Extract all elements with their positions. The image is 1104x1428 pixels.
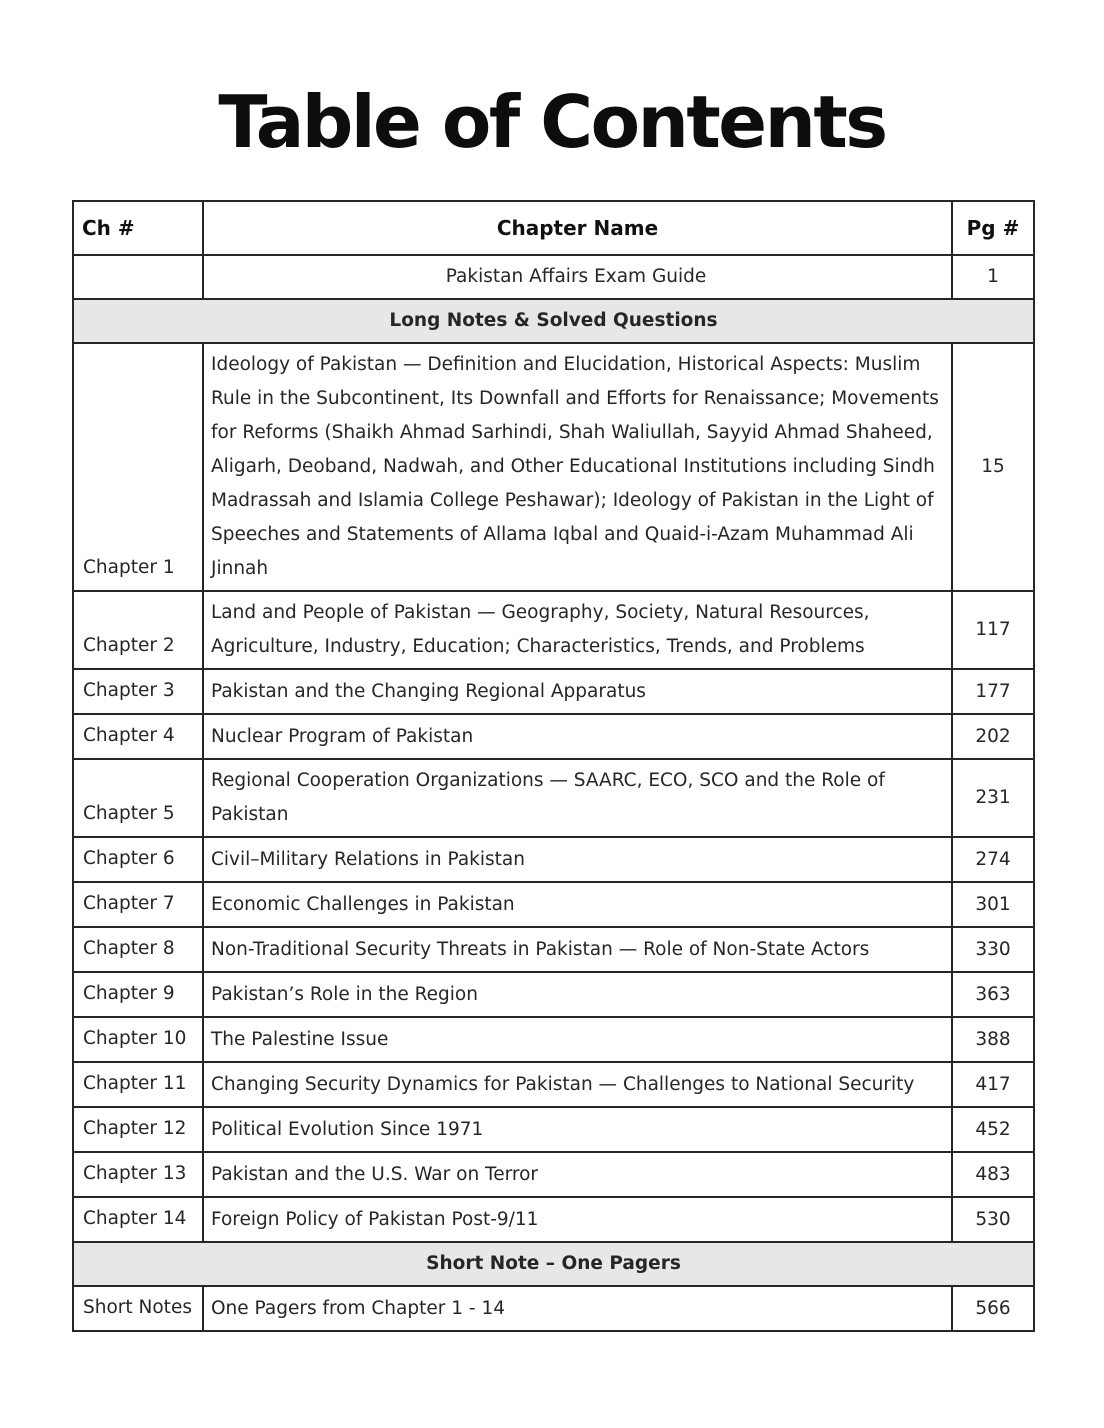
chapter-name-cell: Nuclear Program of Pakistan <box>203 714 952 759</box>
page-number-cell: 117 <box>952 591 1034 669</box>
page-number-cell: 1 <box>952 255 1034 299</box>
page-number-cell: 417 <box>952 1062 1034 1107</box>
chapter-name-cell: Changing Security Dynamics for Pakistan — Challenges to National Security <box>203 1062 952 1107</box>
table-row <box>73 669 1034 714</box>
chapter-name-cell: Pakistan’s Role in the Region <box>203 972 952 1017</box>
table-row <box>73 927 1034 972</box>
page-number-cell: 483 <box>952 1152 1034 1197</box>
chapter-name-cell: Pakistan and the U.S. War on Terror <box>203 1152 952 1197</box>
table-header-row <box>73 201 1034 255</box>
table-row <box>73 1152 1034 1197</box>
chapter-number-cell: Chapter 8 <box>73 927 203 972</box>
chapter-number-cell: Chapter 2 <box>73 591 203 669</box>
table-row <box>73 837 1034 882</box>
page-number-cell: 177 <box>952 669 1034 714</box>
chapter-name-cell: The Palestine Issue <box>203 1017 952 1062</box>
chapter-name-cell: Economic Challenges in Pakistan <box>203 882 952 927</box>
page-number-cell: 566 <box>952 1286 1034 1331</box>
page-number-cell: 15 <box>952 343 1034 591</box>
chapter-number-cell: Chapter 1 <box>73 343 203 591</box>
section-header-row <box>73 299 1034 343</box>
toc-table-body <box>73 255 1034 1331</box>
page-number-cell: 388 <box>952 1017 1034 1062</box>
column-header-page-number: Pg # <box>952 201 1034 255</box>
chapter-name-cell: One Pagers from Chapter 1 - 14 <box>203 1286 952 1331</box>
chapter-number-cell: Chapter 9 <box>73 972 203 1017</box>
page-number-cell: 530 <box>952 1197 1034 1242</box>
chapter-number-cell: Chapter 6 <box>73 837 203 882</box>
chapter-number-cell: Chapter 3 <box>73 669 203 714</box>
chapter-name-cell: Ideology of Pakistan — Definition and Elucidation, Historical Aspects: Muslim Rule in the Subcontinent, Its Downfall and Efforts for Renaissance; Movements for Reforms (Shaikh Ahmad Sarhindi, Shah Waliullah, Sayyid Ahmad Shaheed, Aligarh, Deoband, Nadwah, and Other Educational Institutions including Sindh Madrassah and Islamia College Peshawar); Ideology of Pakistan in the Light of Speeches and Statements of Allama Iqbal and Quaid-i-Azam Muhammad Ali Jinnah <box>203 343 952 591</box>
chapter-name-cell: Political Evolution Since 1971 <box>203 1107 952 1152</box>
section-header-row <box>73 1242 1034 1286</box>
page-number-cell: 202 <box>952 714 1034 759</box>
chapter-number-cell: Chapter 10 <box>73 1017 203 1062</box>
page-number-cell: 330 <box>952 927 1034 972</box>
chapter-number-cell: Chapter 4 <box>73 714 203 759</box>
column-header-chapter-name: Chapter Name <box>203 201 952 255</box>
chapter-number-cell: Short Notes <box>73 1286 203 1331</box>
chapter-number-cell: Chapter 12 <box>73 1107 203 1152</box>
page-number-cell: 452 <box>952 1107 1034 1152</box>
page-title: Table of Contents <box>218 80 886 164</box>
table-row <box>73 343 1034 591</box>
chapter-number-cell: Chapter 14 <box>73 1197 203 1242</box>
title-band <box>0 0 1104 200</box>
column-header-chapter-number: Ch # <box>73 201 203 255</box>
table-row <box>73 972 1034 1017</box>
table-row <box>73 255 1034 299</box>
table-row <box>73 1062 1034 1107</box>
chapter-number-cell: Chapter 5 <box>73 759 203 837</box>
table-row <box>73 591 1034 669</box>
table-row <box>73 759 1034 837</box>
section-header-cell: Long Notes & Solved Questions <box>73 299 1034 343</box>
chapter-name-cell: Land and People of Pakistan — Geography, Society, Natural Resources, Agriculture, Industry, Education; Characteristics, Trends, and Problems <box>203 591 952 669</box>
table-row <box>73 1017 1034 1062</box>
toc-table <box>72 200 1035 1332</box>
page-number-cell: 363 <box>952 972 1034 1017</box>
section-header-cell: Short Note – One Pagers <box>73 1242 1034 1286</box>
chapter-name-cell: Pakistan Affairs Exam Guide <box>203 255 952 299</box>
chapter-number-cell: Chapter 11 <box>73 1062 203 1107</box>
table-row <box>73 1286 1034 1331</box>
chapter-number-cell: Chapter 7 <box>73 882 203 927</box>
chapter-name-cell: Pakistan and the Changing Regional Apparatus <box>203 669 952 714</box>
chapter-name-cell: Regional Cooperation Organizations — SAARC, ECO, SCO and the Role of Pakistan <box>203 759 952 837</box>
page-number-cell: 274 <box>952 837 1034 882</box>
table-row <box>73 714 1034 759</box>
chapter-number-cell <box>73 255 203 299</box>
chapter-number-cell: Chapter 13 <box>73 1152 203 1197</box>
table-row <box>73 1197 1034 1242</box>
chapter-name-cell: Civil–Military Relations in Pakistan <box>203 837 952 882</box>
chapter-name-cell: Foreign Policy of Pakistan Post-9/11 <box>203 1197 952 1242</box>
page-number-cell: 231 <box>952 759 1034 837</box>
chapter-name-cell: Non-Traditional Security Threats in Pakistan — Role of Non-State Actors <box>203 927 952 972</box>
table-row <box>73 882 1034 927</box>
page-number-cell: 301 <box>952 882 1034 927</box>
table-row <box>73 1107 1034 1152</box>
